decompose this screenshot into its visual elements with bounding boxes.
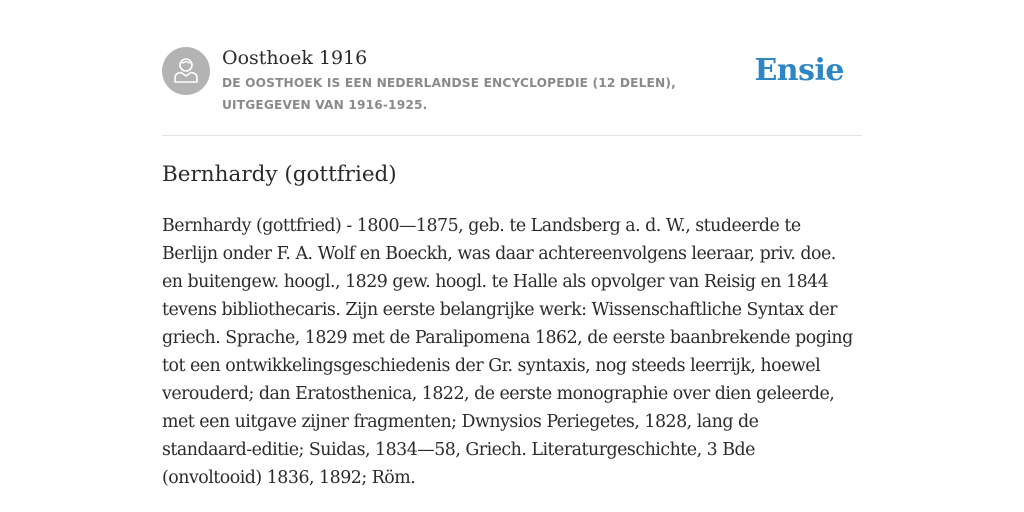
entry-body-line: Bernhardy (gottfried) - 1800—1875, geb. te Landsberg a. d. W., studeerde te <box>162 216 801 236</box>
source-description: DE OOSTHOEK IS EEN NEDERLANDSE ENCYCLOPEDIE (12 DELEN), UITGEGEVEN VAN 1916-1925. <box>222 76 676 112</box>
source-name[interactable]: Oosthoek 1916 <box>222 47 368 69</box>
entry-body-line: tevens bibliothecaris. Zijn eerste belangrijke werk: Wissenschaftliche Syntax der <box>162 300 837 320</box>
entry-title: Bernhardy (gottfried) <box>162 162 397 187</box>
entry-body <box>162 212 877 492</box>
entry-body-line: tot een ontwikkelingsgeschiedenis der Gr. syntaxis, nog steeds leerrijk, hoewel <box>162 356 821 376</box>
ensie-logo[interactable]: Ensie <box>754 53 844 88</box>
avatar[interactable] <box>162 47 210 95</box>
entry-body-line: griech. Sprache, 1829 met de Paralipomena 1862, de eerste baanbrekende poging <box>162 328 853 348</box>
entry-body-line: standaard-editie; Suidas, 1834—58, Griech. Literaturgeschichte, 3 Bde <box>162 440 755 460</box>
entry-body-line: Berlijn onder F. A. Wolf en Boeckh, was daar achtereenvolgens leeraar, priv. doe. <box>162 244 836 264</box>
user-icon <box>162 47 210 95</box>
entry-body-line: met een uitgave zijner fragmenten; Dwnysios Periegetes, 1828, lang de <box>162 412 759 432</box>
entry-body-line: en buitengew. hoogl., 1829 gew. hoogl. te Halle als opvolger van Reisig en 1844 <box>162 272 829 292</box>
source-header <box>162 46 862 116</box>
entry-body-line: (onvoltooid) 1836, 1892; Röm. <box>162 468 416 488</box>
divider <box>162 135 862 136</box>
entry-body-line: verouderd; dan Eratosthenica, 1822, de eerste monographie over dien geleerde, <box>162 384 835 404</box>
